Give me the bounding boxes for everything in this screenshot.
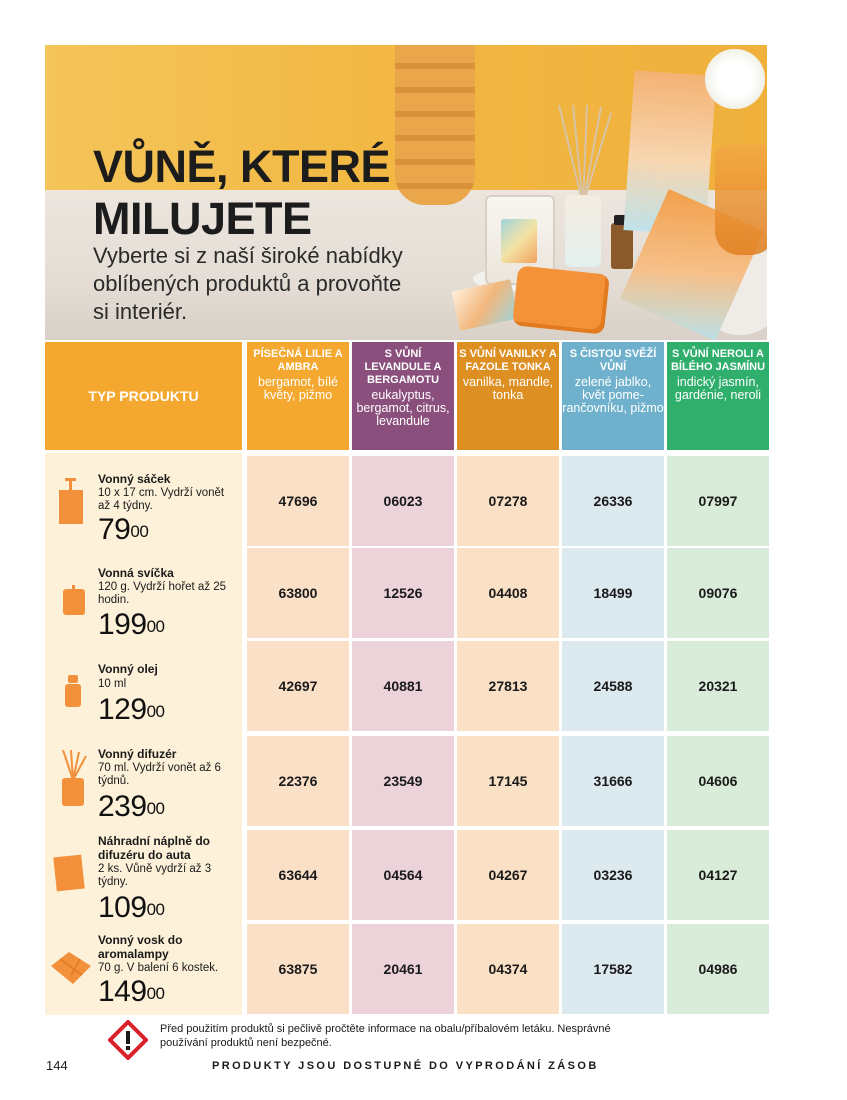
product-name: Vonný vosk do aromalampy	[98, 933, 183, 961]
product-description: 10 x 17 cm. Vydrží vonět až 4 týdny.	[98, 487, 225, 512]
product-code-cell: 17582	[562, 924, 664, 1014]
fragrance-notes: bergamot, bílé květy, pižmo	[258, 375, 338, 402]
product-code-cell: 12526	[352, 548, 454, 638]
product-code-cell: 63875	[247, 924, 349, 1014]
fragrance-name: S VŮNÍ NEROLI A BÍLÉHO JASMÍNU	[670, 348, 766, 373]
price-cents: 00	[146, 702, 165, 721]
product-price	[98, 977, 164, 1007]
fragrance-notes: indický jasmín, gardénie, neroli	[674, 375, 762, 402]
product-price	[98, 695, 164, 725]
price-cents: 00	[146, 617, 165, 636]
sachet-icon	[57, 478, 87, 531]
product-code-cell: 04267	[457, 830, 559, 920]
column-header	[667, 342, 769, 450]
product-description: 70 ml. Vydrží vonět až 6 týdnů.	[98, 762, 221, 787]
wax-cubes-icon	[47, 948, 93, 993]
product-code-cell: 07997	[667, 456, 769, 546]
product-code-cell: 04986	[667, 924, 769, 1014]
product-code-cell: 40881	[352, 641, 454, 731]
product-code-cell: 22376	[247, 736, 349, 826]
price-cents: 00	[146, 900, 165, 919]
candle-icon	[61, 585, 87, 620]
product-code-cell: 04564	[352, 830, 454, 920]
title-line-1: VŮNĚ, KTERÉ	[93, 141, 391, 192]
product-description: 70 g. V balení 6 kostek.	[98, 962, 219, 974]
product-code-cell: 63800	[247, 548, 349, 638]
product-price	[98, 792, 164, 822]
fragrance-notes: vanilka, mandle, tonka	[462, 375, 554, 402]
diffuser-icon	[59, 750, 87, 811]
product-name: Vonný olej	[98, 662, 158, 676]
product-code-cell: 27813	[457, 641, 559, 731]
product-code-cell: 09076	[667, 548, 769, 638]
title-line-2: MILUJETE	[93, 193, 312, 244]
product-code-cell: 06023	[352, 456, 454, 546]
column-header	[562, 342, 664, 450]
price-main: 239	[98, 790, 147, 823]
oil-bottle-icon	[64, 675, 82, 712]
product-code-cell: 47696	[247, 456, 349, 546]
product-code-cell: 63644	[247, 830, 349, 920]
fragrance-name: S ČISTOU SVĚŽÍ VŮNÍ	[569, 348, 657, 373]
fragrance-name: S VŮNÍ LEVANDULE A BERGAMOTU	[364, 348, 442, 386]
price-main: 149	[98, 975, 147, 1008]
price-main: 109	[98, 891, 147, 924]
column-header	[247, 342, 349, 450]
product-name: Vonná svíčka	[98, 566, 174, 580]
product-code-cell: 17145	[457, 736, 559, 826]
product-code-cell: 04408	[457, 548, 559, 638]
product-type-header: TYP PRODUKTU	[45, 342, 242, 450]
product-description: 2 ks. Vůně vydrží až 3 týdny.	[98, 863, 212, 888]
product-name: Vonný difuzér	[98, 747, 177, 761]
product-price	[98, 515, 148, 545]
availability-note: PRODUKTY JSOU DOSTUPNÉ DO VYPRODÁNÍ ZÁSOB	[212, 1060, 599, 1072]
product-code-cell: 20461	[352, 924, 454, 1014]
column-header	[457, 342, 559, 450]
product-code-cell: 26336	[562, 456, 664, 546]
product-description: 10 ml	[98, 678, 127, 690]
ribbed-vase	[395, 45, 475, 205]
product-price	[98, 610, 164, 640]
price-main: 129	[98, 693, 147, 726]
product-code-cell: 04127	[667, 830, 769, 920]
product-code-cell: 31666	[562, 736, 664, 826]
price-cents: 00	[146, 799, 165, 818]
wax-melts	[512, 265, 610, 334]
fragrance-notes: eukalyptus, bergamot, citrus, levandule	[356, 388, 450, 428]
product-code-cell: 07278	[457, 456, 559, 546]
product-code-cell: 24588	[562, 641, 664, 731]
product-price	[98, 893, 164, 923]
page-subtitle: Vyberte si z naší široké nabídky oblíbených produktů a provoňte si interiér.	[93, 243, 403, 324]
product-name: Náhradní náplně do difuzéru do auta	[98, 834, 211, 862]
product-code-cell: 04374	[457, 924, 559, 1014]
product-code-cell: 20321	[667, 641, 769, 731]
product-code-cell: 04606	[667, 736, 769, 826]
product-name: Vonný sáček	[98, 472, 171, 486]
product-code-cell: 18499	[562, 548, 664, 638]
car-refill-icon	[53, 852, 89, 897]
page-number: 144	[46, 1058, 68, 1073]
product-code-cell: 03236	[562, 830, 664, 920]
product-code-cell: 42697	[247, 641, 349, 731]
price-cents: 00	[146, 984, 165, 1003]
lily-flower	[705, 49, 765, 109]
fragrance-name: PÍSEČNÁ LILIE A AMBRA	[253, 348, 343, 373]
reed-sticks	[553, 105, 613, 205]
price-main: 199	[98, 608, 147, 641]
price-main: 79	[98, 513, 131, 546]
price-cents: 00	[130, 522, 149, 541]
fragrance-notes: zelené jablko, květ pome-rančovníku, pižmo	[562, 375, 664, 415]
fragrance-name: S VŮNÍ VANILKY A FAZOLE TONKA	[459, 348, 557, 373]
page-title	[93, 141, 390, 245]
column-header	[352, 342, 454, 450]
amber-glass	[715, 145, 767, 255]
warning-icon	[108, 1020, 148, 1060]
product-code-cell: 23549	[352, 736, 454, 826]
safety-warning: Před použitím produktů si pečlivě pročtěte informace na obalu/příbalovém letáku. Nesprávné používání produktů není bezpečné.	[160, 1023, 611, 1049]
diffuser-bottle	[565, 195, 601, 267]
product-description: 120 g. Vydrží hořet až 25 hodin.	[98, 581, 227, 606]
